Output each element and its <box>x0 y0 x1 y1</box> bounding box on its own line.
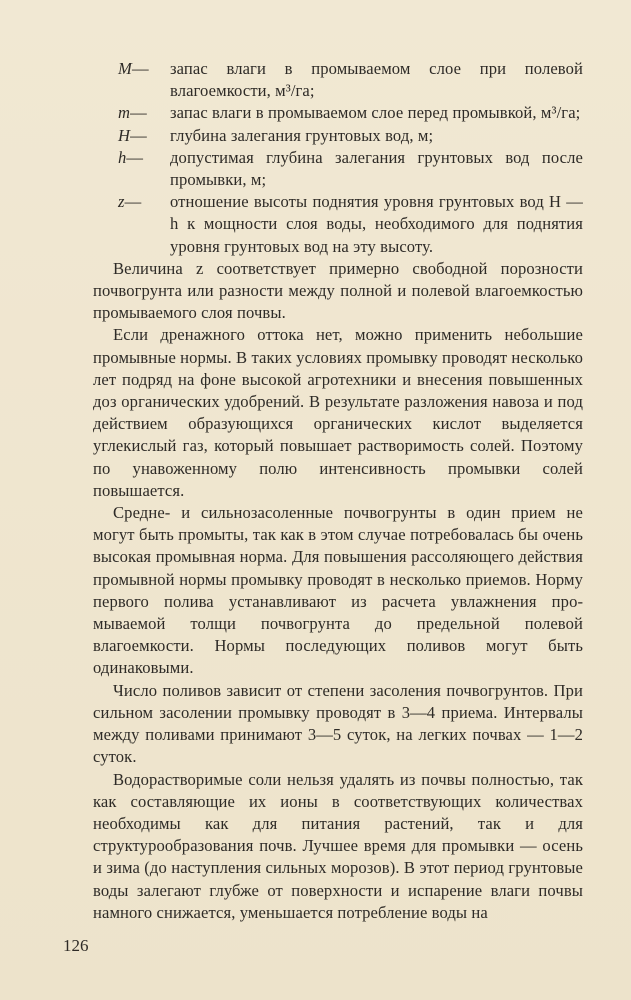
definition-symbol: M— <box>118 59 149 78</box>
definition-symbol: z— <box>118 192 142 212</box>
definition-symbol: H— <box>118 125 147 145</box>
definition-symbol: h— <box>118 147 144 167</box>
definitions-list <box>118 58 583 258</box>
definition-item <box>118 102 583 124</box>
paragraph: Если дренажного оттока нет, можно применить небольшие промывные нормы. В таких условиях промывку проводят несколько лет подряд на фоне высокой агротехники и внесения повышенных доз органических удобрений. В результате разложения навоза и под действием образующихся органических кислот выделяется углекислый газ, который повышает растворимость солей. Поэтому по унавоженному полю интенсивность промывки солей повышается. <box>93 325 583 500</box>
paragraph: Величина z соответствует примерно свободной порозности почвогрунта или разности между полной и полевой влагоемкостью промываемого слоя почвы. <box>93 258 583 323</box>
definition-text: запас влаги в промываемом слое перед промывкой, м³/га; <box>170 103 581 123</box>
page-number: 126 <box>63 936 89 955</box>
paragraph: Число поливов зависит от степени засоления почвогрунтов. При сильном засолении промывку проводят в 3—4 приема. Интервалы между поливами принимают 3—5 суток, на легких почвах — 1—2 суток. <box>93 680 583 767</box>
definition-text: глубина залегания грунтовых вод, м; <box>170 125 434 145</box>
definition-item <box>118 58 583 102</box>
definition-text: запас влаги в промываемом слое при полевой влагоемкости, м³/га; <box>170 59 583 101</box>
definition-item <box>118 191 583 258</box>
paragraph: Средне- и сильнозасоленные почвогрунты в один прием не могут быть промыты, так как в этом случае потребовалась бы очень высокая промывная норма. Для повышения рассоляющего действия промывной нормы промывку проводят в несколько приемов. Норму первого полива устанавливают из расчета увлажнения промываемой толщи почвогрунта до предельной полевой влагоемкости. Нормы последующих поливов могут быть одинаковыми. <box>93 503 583 678</box>
definition-item <box>118 147 583 191</box>
page-content <box>93 58 583 924</box>
paragraph: Водорастворимые соли нельзя удалять из почвы полностью, так как составляющие их ионы в соответствующих количествах необходимы как для питания растений, так и для структурообразования почв. Лучшее время для промывки — осень и зима (до наступления сильных морозов). В этот период грунтовые воды залегают глубже от поверхности и испарение влаги почвы намного снижается, уменьшается потребление воды на <box>93 769 583 922</box>
definition-text: отношение высоты поднятия уровня грунтовых вод H — h к мощности слоя воды, необходимого для поднятия уровня грунтовых вод на эту высоту. <box>170 192 583 256</box>
definition-text: допустимая глубина залегания грунтовых вод после промывки, м; <box>170 147 583 190</box>
definition-item <box>118 125 583 147</box>
body-text <box>93 258 583 924</box>
definition-symbol: m— <box>118 103 147 123</box>
